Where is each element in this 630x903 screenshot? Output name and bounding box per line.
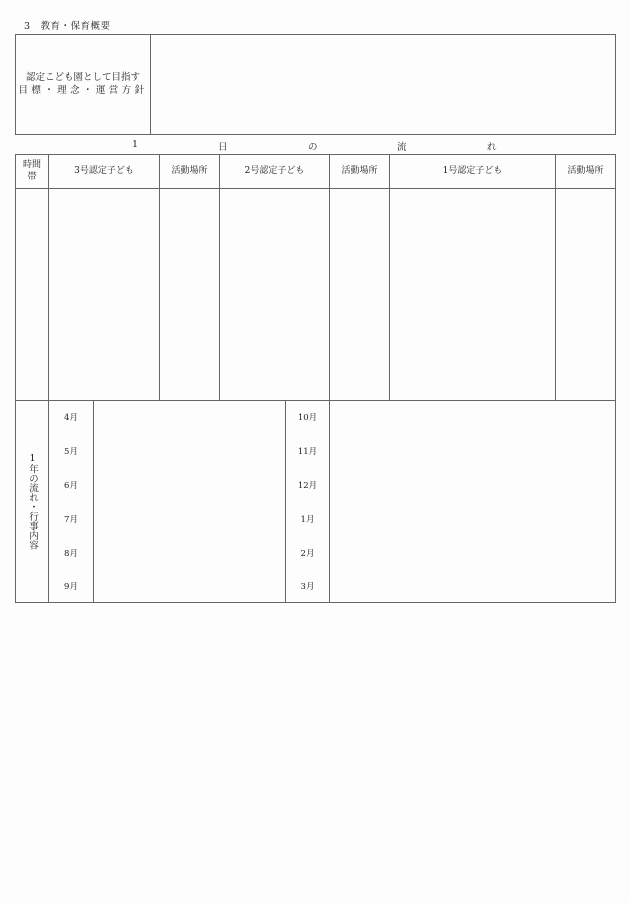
daily-place-1-cell[interactable]	[160, 189, 219, 400]
daily-time-cell[interactable]	[16, 189, 48, 400]
month-left: 6月	[64, 481, 78, 491]
header-group2: 2号認定子ども	[244, 166, 305, 176]
header-place-2: 活動場所	[341, 166, 378, 176]
policy-input[interactable]	[151, 35, 615, 134]
month-left: 7月	[64, 515, 78, 525]
col-line	[285, 400, 286, 602]
daily-group1-cell[interactable]	[390, 189, 555, 400]
policy-label-line2: 目標・理念・運営方針	[18, 85, 148, 96]
month-right: 2月	[300, 549, 315, 559]
section-title	[24, 18, 111, 32]
header-group1: 1号認定子ども	[442, 166, 503, 176]
yearly-flow-label	[16, 400, 48, 602]
month-left: 4月	[64, 413, 78, 423]
month-right: 11月	[297, 447, 318, 457]
month-left: 9月	[64, 582, 78, 592]
month-right: 1月	[300, 515, 315, 525]
daily-flow-title-char-1: 1	[132, 139, 139, 150]
daily-flow-title-char-4: 流	[397, 142, 407, 153]
daily-flow-title-char-3: の	[308, 142, 318, 153]
yearly-second-half-content[interactable]	[330, 401, 615, 602]
month-left: 8月	[64, 549, 78, 559]
section-title-text: 教育・保育概要	[40, 21, 111, 32]
month-right: 3月	[300, 582, 315, 592]
header-time	[16, 154, 48, 188]
policy-label	[16, 34, 150, 134]
policy-label-line1: 認定こども園として目指す	[25, 72, 140, 83]
daily-group3-cell[interactable]	[49, 189, 159, 400]
month-right: 10月	[297, 413, 318, 423]
header-group3: 3号認定子ども	[74, 166, 134, 176]
yearly-first-half-content[interactable]	[94, 401, 285, 602]
month-left: 5月	[64, 447, 78, 457]
daily-flow-title-char-5: れ	[487, 142, 497, 153]
month-right: 12月	[297, 481, 318, 491]
daily-place-2-cell[interactable]	[330, 189, 389, 400]
daily-flow-title-char-2: 日	[218, 142, 228, 153]
section-number: 3	[24, 21, 31, 32]
header-time-label: 時間帯	[22, 160, 41, 182]
daily-place-3-cell[interactable]	[556, 189, 615, 400]
yearly-flow-label-text: 1年の流れ・行事内容	[27, 452, 38, 550]
header-place-1: 活動場所	[171, 166, 208, 176]
daily-group2-cell[interactable]	[220, 189, 329, 400]
header-place-3: 活動場所	[567, 166, 604, 176]
